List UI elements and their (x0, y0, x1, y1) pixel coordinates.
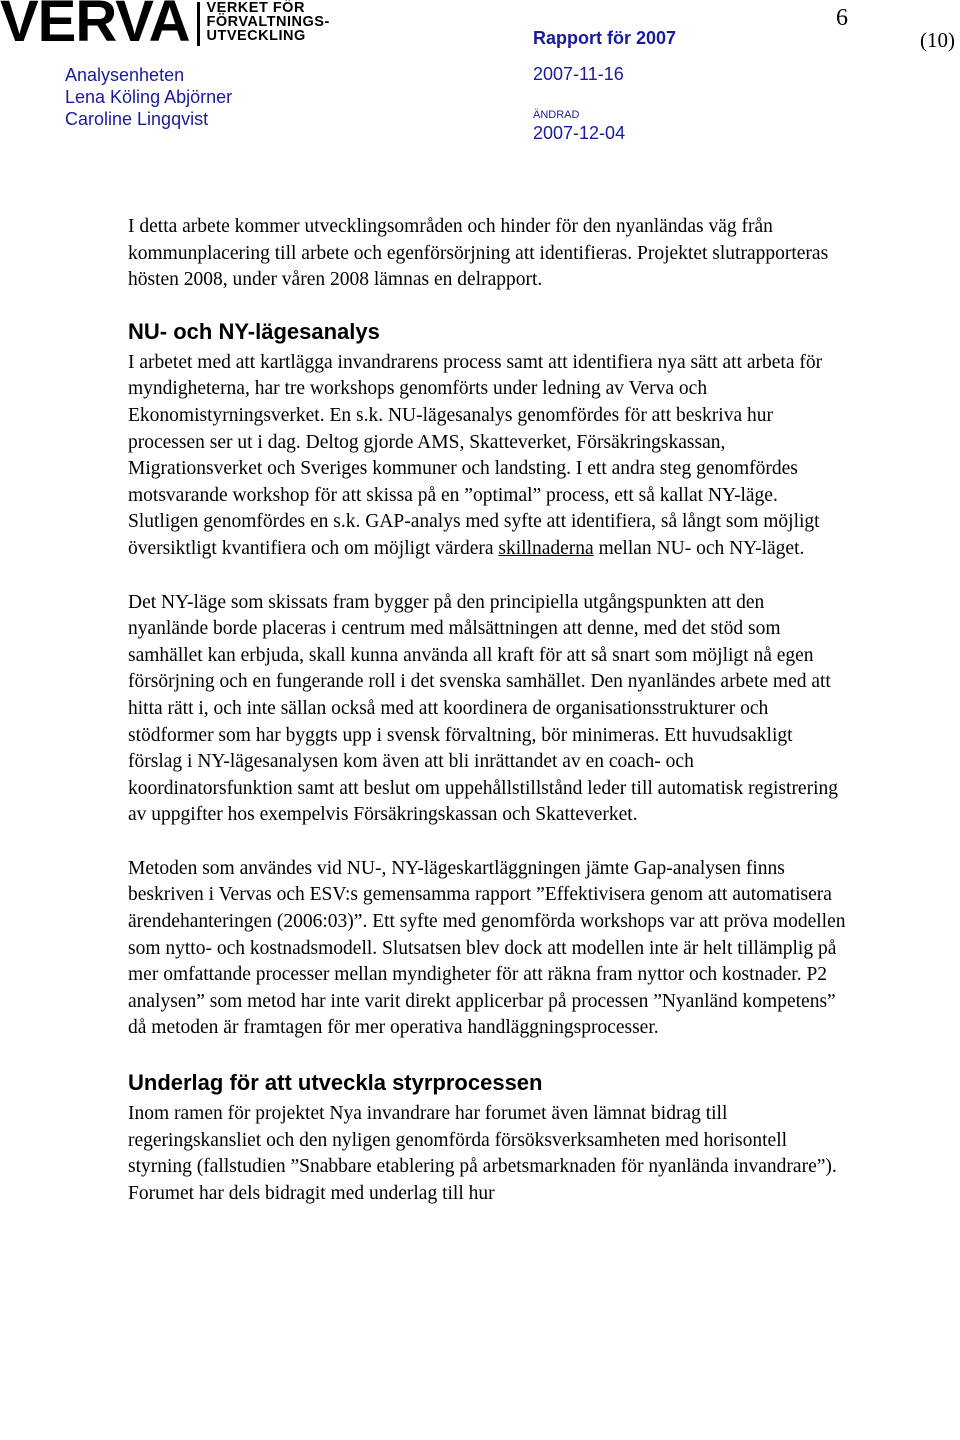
verva-logo (0, 0, 330, 54)
author-block (65, 64, 232, 130)
section-heading-underlag: Underlag för att utveckla styrprocessen (128, 1070, 543, 1096)
page-total: (10) (920, 28, 955, 52)
paragraph-text: mellan NU- och NY-läget. (593, 537, 805, 559)
report-title: Rapport för 2007 (533, 28, 677, 48)
changed-date: 2007-12-04 (533, 123, 626, 143)
changed-label: ÄNDRAD (533, 109, 580, 121)
document-body (128, 214, 848, 1234)
page-number: 6 (836, 5, 848, 31)
paragraph-underlag: Inom ramen för projektet Nya invandrare har forumet även lämnat bidrag till regeringskansliet och den nyligen genomförda försöksverksamheten med horisontell styrning (fallstudien ”Snabbare etablering på arbetsmarknaden för nyanlända invandrare”). Forumet har dels bidragit med underlag till hur (128, 1103, 837, 1204)
document-date: 2007-11-16 (533, 64, 624, 84)
paragraph-method: Metoden som användes vid NU-, NY-lägeskartläggningen jämte Gap-analysen finns beskriven i Vervas och ESV:s gemensamma rapport ”Effektivisera genom att automatisera ärendehanteringen (2006:03)”. Ett syfte med genomförda workshops var att pröva modellen som nytto- och kostnadsmodell. Slutsatsen blev dock att modellen inte är helt tillämplig på mer omfattande processer mellan myndigheter för att räkna fram nyttor och kostnader. P2 analysen” som metod har inte varit direkt applicerbar på processen ”Nyanländ kompetens” då metoden är framtagen för mer operativa handläggningsprocesser. (128, 857, 846, 1039)
author-name: Caroline Lingqvist (65, 109, 209, 129)
paragraph-ny-lage: Det NY-läge som skissats fram bygger på den principiella utgångspunkten att den nyanlände borde placeras i centrum med målsättningen att denne, med det stöd som samhället kan erbjuda, skall kunna använda all kraft för att så snart som möjligt nå egen försörjning och en fungerande roll i det svenska samhället. Den nyanländes arbete med att hitta rätt i, och inte sällan också med att koordinera de organisationsstrukturer och stödformer som har byggts upp i svensk förvaltning, bör minimeras. Ett huvudsakligt förslag i NY-lägesanalysen kom även att bli inrättandet av en coach- och koordinatorsfunktion samt att beslut om uppehållstillstånd leder till automatisk registrering av uppgifter hos exempelvis Försäkringskassan och Skatteverket. (128, 591, 838, 826)
paragraph-text: I arbetet med att kartlägga invandrarens process samt att identifiera nya sätt att arbeta för myndigheterna, har tre workshops genomförts under ledning av Verva och Ekonomistyrningsverket. En s.k. NU-lägesanalys genomfördes för att beskriva hur processen ser ut i dag. Deltog gjorde AMS, Skatteverket, Försäkringskassan, Migrationsverket och Sveriges kommuner och landsting. I ett andra steg genomfördes motsvarande workshop för att skissa på en ”optimal” process, ett så kallat NY-läge. Slutligen genomfördes en s.k. GAP-analys med syfte att identifiera, så långt som möjligt översiktligt kvantifiera och om möjligt värdera (128, 351, 823, 559)
logo-divider (197, 2, 200, 46)
underlined-word: skillnaderna (498, 537, 594, 559)
logo-wordmark: VERVA (0, 0, 190, 54)
paragraph-nu-ny (128, 350, 848, 563)
intro-paragraph: I detta arbete kommer utvecklingsområden och hinder för den nyanländas väg från kommunplacering till arbete och egenförsörjning att identifieras. Projektet slutrapporteras hösten 2008, under våren 2008 lämnas en delrapport. (128, 216, 829, 291)
page-header (0, 0, 960, 160)
section-heading-nu-ny: NU- och NY-lägesanalys (128, 318, 380, 344)
logo-line-3: UTVECKLING (206, 28, 306, 44)
logo-line-1: VERKET FÖR (206, 0, 305, 16)
logo-tagline (206, 1, 329, 43)
logo-line-2: FÖRVALTNINGS- (206, 14, 330, 30)
author-name: Lena Köling Abjörner (65, 87, 233, 107)
unit-name: Analysenheten (65, 65, 185, 85)
